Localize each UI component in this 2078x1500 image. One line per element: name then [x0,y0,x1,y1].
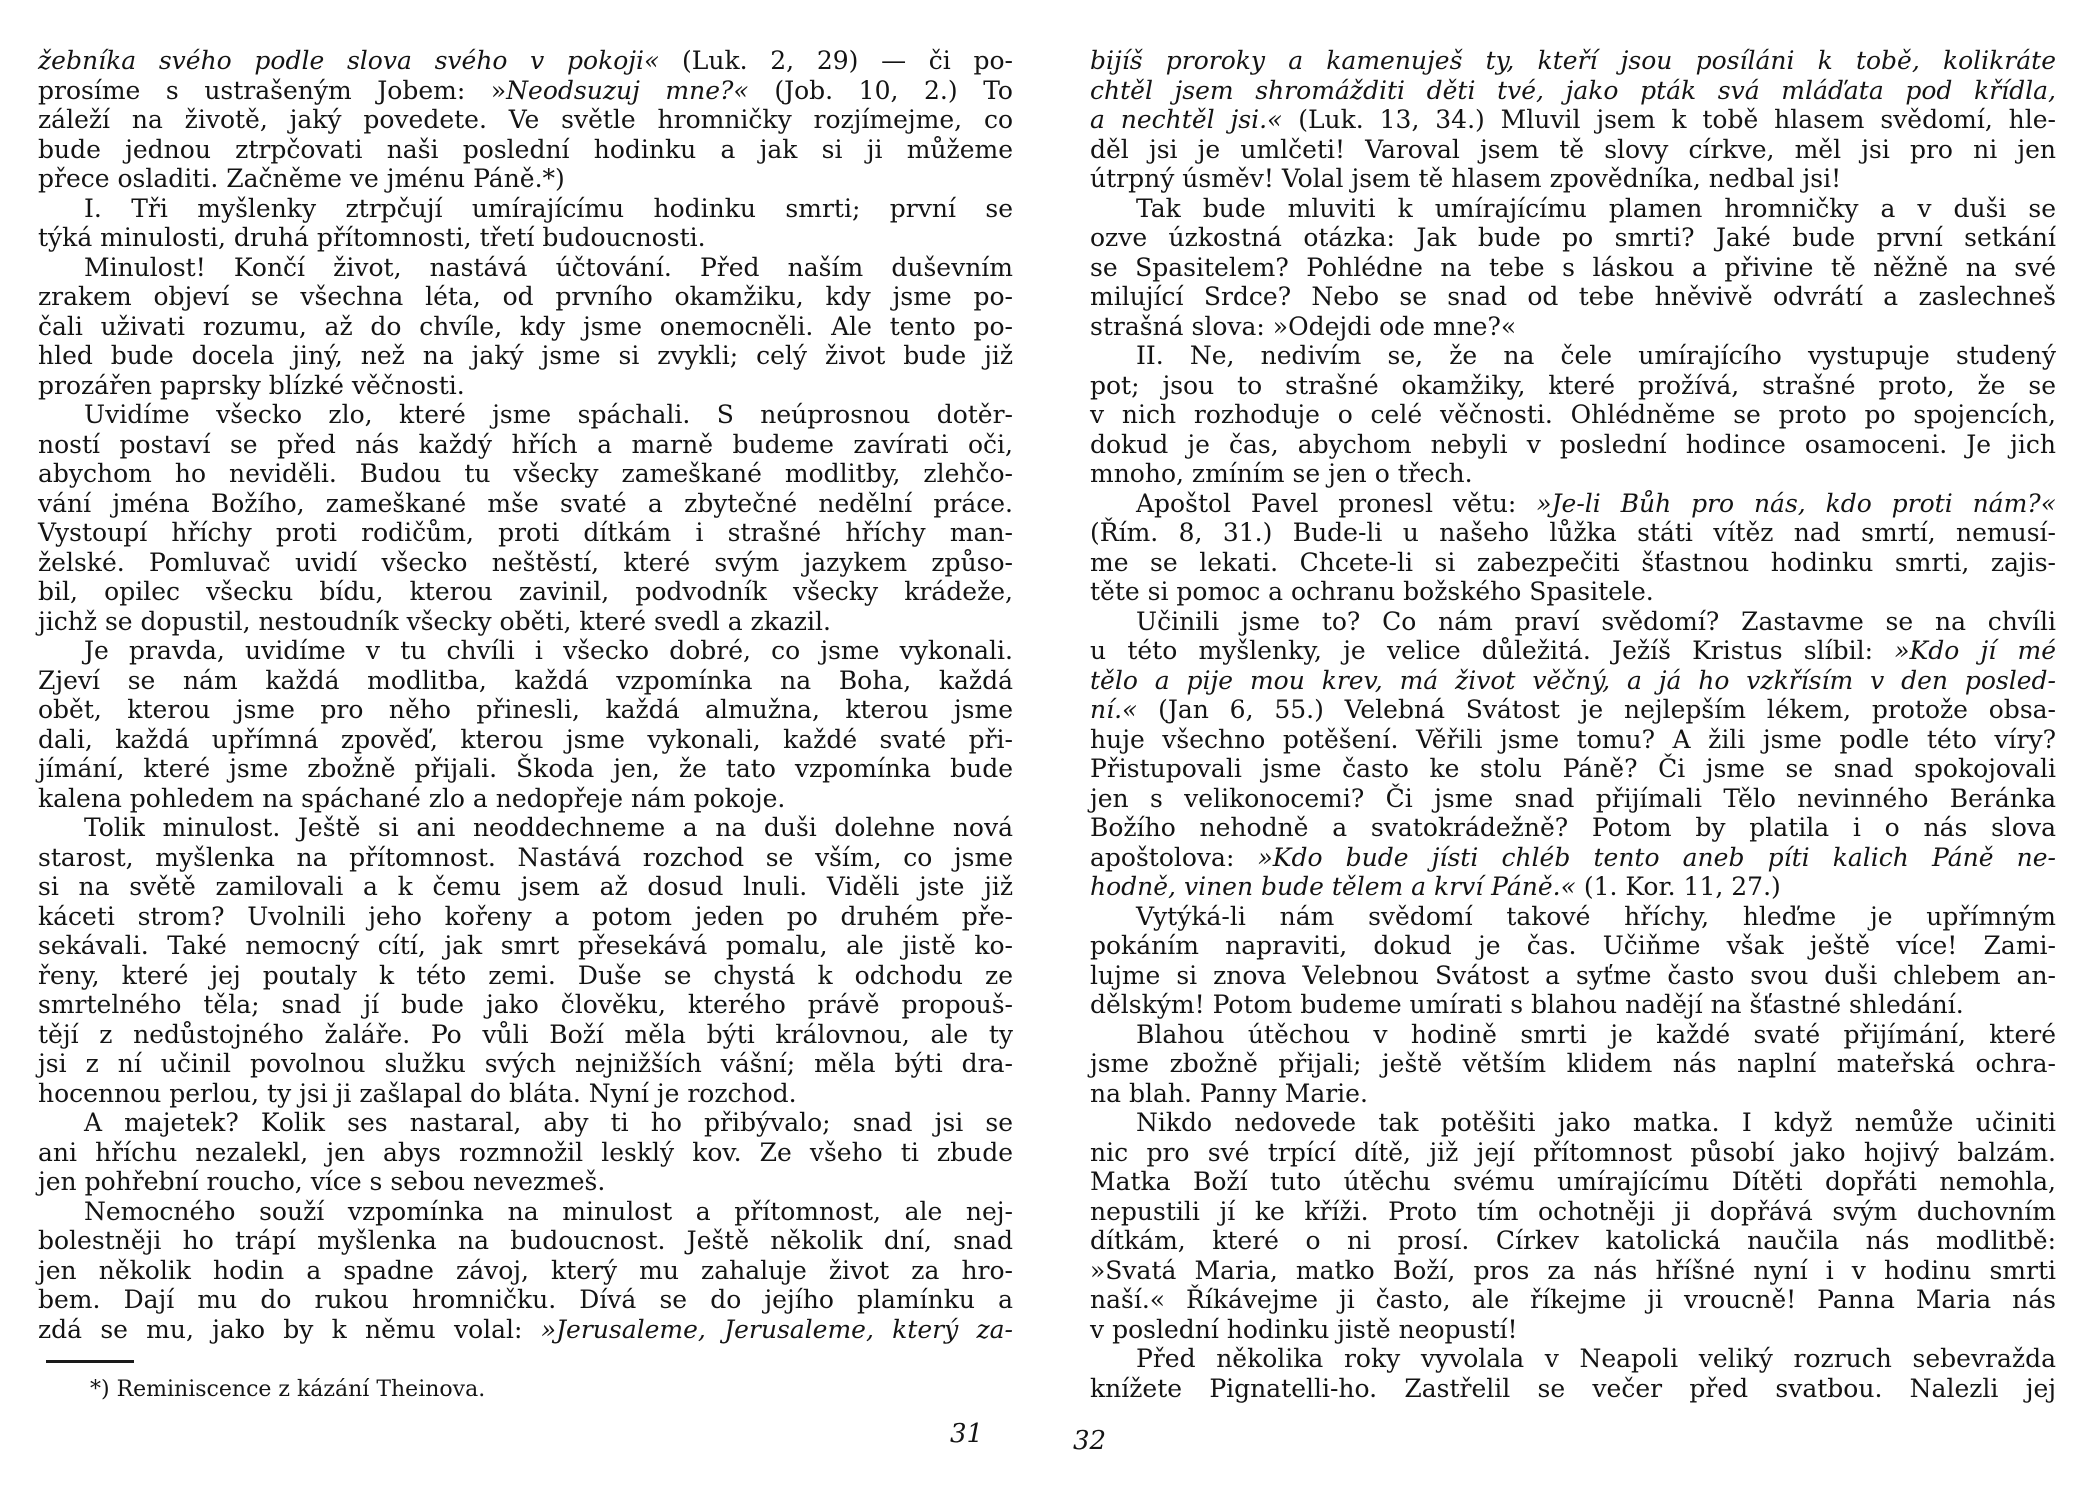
text-line [1090,194,2056,224]
text-line [1090,1167,2056,1197]
text-line [38,725,1013,755]
text-line [1090,1108,2056,1138]
right-page [1090,46,2056,1403]
text-line [38,577,1013,607]
text-segment: u této myšlenky, je velice důležitá. Ježíš Kristus slíbil: [1090,636,1895,665]
text-segment: ozve úzkostná otázka: Jak bude po smrti? Jaké bude první setkání [1090,223,2056,252]
text-segment: prosíme s ustrašeným Jobem: » [38,75,507,105]
text-line [1090,1020,2056,1050]
text-segment: milující Srdce? Nebo se snad od tebe hněvivě odvrátí a zaslechneš [1090,282,2056,311]
text-line [38,1167,1013,1197]
text-segment: hled bude docela jiný, než na jaký jsme si zvykli; celý život bude již [38,341,1013,370]
text-line [38,1256,1013,1286]
text-line [38,1108,1013,1138]
text-line [38,1079,1013,1109]
text-line [1090,872,2056,902]
text-segment: smrtelného těla; snad jí bude jako člověku, kterého právě propouš- [38,990,1013,1019]
text-line [38,872,1013,902]
text-segment: Neodsuzuj mne?« [506,75,749,105]
text-segment: chtěl jsem shromážditi děti tvé, jako pták svá mláďata pod křídla, [1090,75,2056,105]
text-line [38,961,1013,991]
text-segment: nic pro své trpící dítě, již její přítomnost působí jako hojivý balzám. [1090,1137,2056,1167]
text-line [1090,135,2056,165]
text-segment: »Kdo jí mé [1894,636,2056,665]
text-segment: Nikdo nedovede tak potěšiti jako matka. I když nemůže učiniti [1136,1108,2056,1137]
text-line [1090,1197,2056,1227]
text-line [38,636,1013,666]
text-line [1090,1256,2056,1286]
text-line [38,813,1013,843]
text-segment: těte si pomoc a ochranu božského Spasitele. [1090,577,1654,606]
text-segment: ností postaví se před nás každý hřích a marně budeme zavírati oči, [38,429,1013,459]
text-segment: jsme zbožně přijali; ještě větším klidem nás naplní mateřská ochra- [1090,1049,2056,1078]
text-line [1090,577,2056,607]
text-line [38,312,1013,342]
text-line [1090,1374,2056,1404]
text-line [38,784,1013,814]
text-line [1090,489,2056,519]
text-segment: hocennou perlou, ty jsi ji zašlapal do bláta. Nyní je rozchod. [38,1078,797,1108]
text-segment: II. Ne, nedivím se, že na čele umírajícího vystupuje studený [1136,341,2056,370]
text-segment: pot; jsou to strašné okamžiky, které prožívá, strašné proto, že se [1090,370,2056,400]
text-segment: přece osladiti. Začněme ve jménu Páně.*) [38,164,565,193]
text-line [38,400,1013,430]
text-line [1090,902,2056,932]
text-segment: na blah. Panny Marie. [1090,1078,1368,1108]
text-line [1090,1226,2056,1256]
text-line [1090,371,2056,401]
text-segment: žebníka svého podle slova svého v pokoji« [38,46,660,75]
text-line [38,282,1013,312]
text-line [1090,253,2056,283]
text-line [38,46,1013,76]
text-line [38,430,1013,460]
text-segment: (Řím. 8, 31.) Bude-li u našeho lůžka státi vítěz nad smrtí, nemusí- [1090,518,2056,547]
text-line [1090,1079,2056,1109]
text-segment: jímání, které jsme zbožně přijali. Škoda jen, že tato vzpomínka bude [38,754,1013,783]
text-segment: děl jsi je umlčeti! Varoval jsem tě slovy církve, měl jsi pro ni jen [1090,134,2056,164]
text-line [38,931,1013,961]
right-page-text [1090,46,2056,1403]
text-segment: Učinili jsme to? Co nám praví svědomí? Zastavme se na chvíli [1136,606,2056,636]
text-segment: vání jména Božího, zameškané mše svaté a zbytečné nedělní práce. [38,488,1013,518]
text-segment: (Luk. 2, 29) — či po- [659,46,1013,75]
text-line [38,1197,1013,1227]
text-segment: hodně, vinen bude tělem a krví Páně.« [1090,872,1576,901]
text-segment: v poslední hodinku jistě neopustí! [1090,1314,1518,1344]
text-segment: jen několik hodin a spadne závoj, který mu zahaluje život za hro- [38,1255,1013,1285]
text-segment: mnoho, zmíním se jen o třech. [1090,459,1473,488]
text-line [38,253,1013,283]
text-segment: naší.« Říkávejme ji často, ale říkejme ji vroucně! Panna Maria nás [1090,1285,2056,1314]
text-line [1090,636,2056,666]
text-line [1090,1344,2056,1374]
text-segment: huje všechno potěšení. Věřili jsme tomu? A žili jsme podle této víry? [1090,724,2056,754]
text-segment: Blahou útěchou v hodině smrti je každé svaté přijímání, které [1136,1019,2056,1049]
text-segment: Vytýká-li nám svědomí takové hříchy, hleďme je upřímným [1136,901,2056,931]
text-segment: obět, kterou jsme pro něho přinesli, každá almužna, kterou jsme [38,695,1013,724]
text-line [1090,1315,2056,1345]
text-segment: Božího nehodně a svatokrádežně? Potom by platila i o nás slova [1090,813,2056,842]
text-segment: Zjeví se nám každá modlitba, každá vzpomínka na Boha, každá [38,665,1013,695]
text-segment: tělo a pije mou krev, má život věčný, a já ho vzkřísím v den posled- [1090,665,2056,695]
text-segment: kalena pohledem na spáchané zlo a nedopřeje nám pokoje. [38,783,786,813]
text-segment: ní.« [1090,695,1138,724]
text-segment: Tolik minulost. Ještě si ani neoddechneme a na duši dolehne nová [84,813,1013,842]
text-segment: »Svatá Maria, matko Boží, pros za nás hříšné nyní i v hodinu smrti [1090,1255,2056,1285]
text-segment: želské. Pomluvač uvidí všecko neštěstí, které svým jazykem způso- [38,547,1013,577]
text-segment: týká minulosti, druhá přítomnosti, třetí budoucnosti. [38,223,706,252]
text-line [38,105,1013,135]
text-line [38,607,1013,637]
text-line [38,489,1013,519]
text-line [38,459,1013,489]
text-line [38,990,1013,1020]
text-segment: bil, opilec všecku bídu, kterou zavinil, podvodník všecky krádeže, [38,577,1013,606]
text-line [38,371,1013,401]
text-segment: sekávali. Také nemocný cítí, jak smrt přesekává pomalu, ale jistě ko- [38,931,1013,960]
text-line [1090,725,2056,755]
text-line [1090,518,2056,548]
text-line [38,843,1013,873]
text-line [1090,813,2056,843]
text-segment: jichž se dopustil, nestoudník všecky oběti, které svedl a zkazil. [38,606,831,636]
text-line [1090,223,2056,253]
text-line [1090,164,2056,194]
text-line [38,695,1013,725]
text-segment: (1. Kor. 11, 27.) [1575,872,1781,901]
page-number-right: 32 [1073,1426,1107,1456]
text-line [1090,754,2056,784]
text-line [1090,931,2056,961]
text-line [1090,784,2056,814]
text-line [38,666,1013,696]
text-segment: bolestněji ho trápí myšlenka na budoucnost. Ještě několik dní, snad [38,1226,1013,1255]
text-line [1090,76,2056,106]
text-line [1090,1285,2056,1315]
text-segment: čali uživati rozumu, až do chvíle, kdy jsme onemocněli. Ale tento po- [38,311,1013,341]
footnote-text: *) Reminiscence z kázání Theinova. [90,1377,486,1402]
text-line [1090,105,2056,135]
text-line [1090,1049,2056,1079]
text-segment: Matka Boží tuto útěchu svému umírajícímu Dítěti dopřáti nemohla, [1090,1167,2056,1196]
text-segment: pokáním napraviti, dokud je čas. Učiňme však ještě více! Zami- [1090,931,2056,960]
text-segment: Minulost! Končí život, nastává účtování. Před naším duševním [84,252,1013,282]
text-line [38,194,1013,224]
text-line [1090,46,2056,76]
text-line [1090,961,2056,991]
text-segment: jen pohřební roucho, více s sebou nevezmeš. [38,1167,606,1196]
text-segment: lujme si znova Velebnou Svátost a syťme často svou duši chlebem an- [1090,960,2056,990]
text-segment: (Jan 6, 55.) Velebná Svátost je nejlepším lékem, protože obsa- [1137,695,2056,724]
text-line [38,754,1013,784]
text-line [1090,1138,2056,1168]
text-line [1090,695,2056,725]
text-line [38,1226,1013,1256]
text-line [38,1138,1013,1168]
text-segment: a nechtěl jsi.« [1090,105,1283,134]
text-line [38,518,1013,548]
text-segment: abychom ho neviděli. Budou tu všecky zameškané modlitby, zlehčo- [38,459,1013,488]
text-segment: prozářen paprsky blízké věčnosti. [38,370,465,400]
text-segment: zdá se mu, jako by k němu volal: [38,1314,541,1344]
text-segment: Apoštol Pavel pronesl větu: [1136,488,1537,518]
text-line [38,164,1013,194]
text-segment: Uvidíme všecko zlo, které jsme spáchali. S neúprosnou dotěr- [84,400,1013,429]
text-line [38,548,1013,578]
text-segment: dělským! Potom budeme umírati s blahou nadějí na šťastné shledání. [1090,990,1964,1019]
text-segment: jsi z ní učinil povolnou služku svých nejnižších vášní; měla býti dra- [38,1049,1013,1078]
text-segment: »Je-li Bůh pro nás, kdo proti nám?« [1536,488,2056,518]
text-segment: Před několika roky vyvolala v Neapoli veliký rozruch sebevražda [1136,1344,2056,1373]
text-segment: bude jednou ztrpčovati naši poslední hodinku a jak si ji můžeme [38,134,1013,164]
text-segment: knížete Pignatelli-ho. Zastřelil se večer před svatbou. Nalezli jej [1090,1373,2056,1403]
text-segment: me se lekati. Chcete-li si zabezpečiti šťastnou hodinku smrti, zajis- [1090,547,2056,577]
text-segment: strašná slova: »Odejdi ode mne?« [1090,311,1517,341]
text-segment: si na světě zamilovali a k čemu jsem až dosud lnuli. Viděli jste již [38,872,1013,901]
text-segment: Nemocného souží vzpomínka na minulost a přítomnost, ale nej- [84,1196,1013,1226]
text-segment: dokud je čas, abychom nebyli v poslední hodince osamoceni. Je jich [1090,429,2056,459]
text-segment: Vystoupí hříchy proti rodičům, proti dítkám i strašné hříchy man- [38,518,1013,547]
text-line [38,341,1013,371]
text-segment: apoštolova: [1090,842,1258,872]
text-segment: »Jerusaleme, Jerusaleme, který za- [540,1314,1013,1344]
text-segment: v nich rozhoduje o celé věčnosti. Ohlédněme se proto po spojencích, [1090,400,2056,429]
text-line [38,1285,1013,1315]
text-line [1090,990,2056,1020]
text-segment: jen s velikonocemi? Či jsme snad přijímali Tělo nevinného Beránka [1090,783,2056,813]
text-line [38,1020,1013,1050]
text-line [38,135,1013,165]
text-line [1090,548,2056,578]
left-page-text [38,46,1013,1344]
text-segment: bem. Dají mu do rukou hromničku. Dívá se do jejího plamínku a [38,1285,1013,1314]
text-line [1090,666,2056,696]
text-line [1090,607,2056,637]
text-segment: Tak bude mluviti k umírajícímu plamen hromničky a v duši se [1136,193,2056,223]
text-segment: zrakem objeví se všechna léta, od prvního okamžiku, kdy jsme po- [38,282,1013,311]
text-segment: se Spasitelem? Pohlédne na tebe s láskou a přivine tě něžně na své [1090,252,2056,282]
text-segment: starost, myšlenka na přítomnost. Nastává rozchod se vším, co jsme [38,842,1013,872]
text-line [1090,282,2056,312]
text-segment: Přistupovali jsme často ke stolu Páně? Či jsme se snad spokojovali [1090,754,2056,783]
text-line [1090,312,2056,342]
text-segment: »Kdo bude jísti chléb tento aneb píti kalich Páně ne- [1257,842,2056,872]
text-segment: dítkám, které o ni prosí. Církev katolická naučila nás modlitbě: [1090,1226,2056,1255]
text-segment: káceti strom? Uvolnili jeho kořeny a potom jeden po druhém pře- [38,901,1013,931]
text-segment: nepustili jí ke kříži. Proto tím ochotněji ji dopřává svým duchovním [1090,1196,2056,1226]
text-line [1090,400,2056,430]
text-segment: ani hříchu nezalekl, jen abys rozmnožil lesklý kov. Ze všeho ti zbude [38,1137,1013,1167]
text-segment: útrpný úsměv! Volal jsem tě hlasem zpovědníka, nedbal jsi! [1090,164,1842,193]
text-segment: (Job. 10, 2.) To [748,75,1013,105]
text-line [38,902,1013,932]
text-segment: bijíš proroky a kamenuješ ty, kteří jsou posíláni k tobě, kolikráte [1090,46,2056,75]
text-segment: (Luk. 13, 34.) Mluvil jsem k tobě hlasem svědomí, hle- [1282,105,2056,134]
text-line [1090,341,2056,371]
footnote-rule [46,1360,134,1363]
text-line [1090,430,2056,460]
text-segment: A majetek? Kolik ses nastaral, aby ti ho přibývalo; snad jsi se [84,1108,1013,1137]
text-segment: dali, každá upřímná zpověď, kterou jsme vykonali, každé svaté při- [38,724,1013,754]
text-line [38,76,1013,106]
text-segment: Je pravda, uvidíme v tu chvíli i všecko dobré, co jsme vykonali. [84,636,1013,665]
text-line [1090,459,2056,489]
text-segment: I. Tři myšlenky ztrpčují umírajícímu hodinku smrti; první se [84,193,1013,223]
text-segment: řeny, které jej poutaly k této zemi. Duše se chystá k odchodu ze [38,960,1013,990]
text-segment: záleží na životě, jaký povedete. Ve světle hromničky rozjímejme, co [38,105,1013,134]
text-segment: tějí z nedůstojného žaláře. Po vůli Boží měla býti královnou, ale ty [38,1019,1013,1049]
page-number-left: 31 [950,1419,984,1449]
text-line [38,1049,1013,1079]
text-line [38,223,1013,253]
left-page [38,46,1013,1403]
text-line [38,1315,1013,1345]
text-line [1090,843,2056,873]
